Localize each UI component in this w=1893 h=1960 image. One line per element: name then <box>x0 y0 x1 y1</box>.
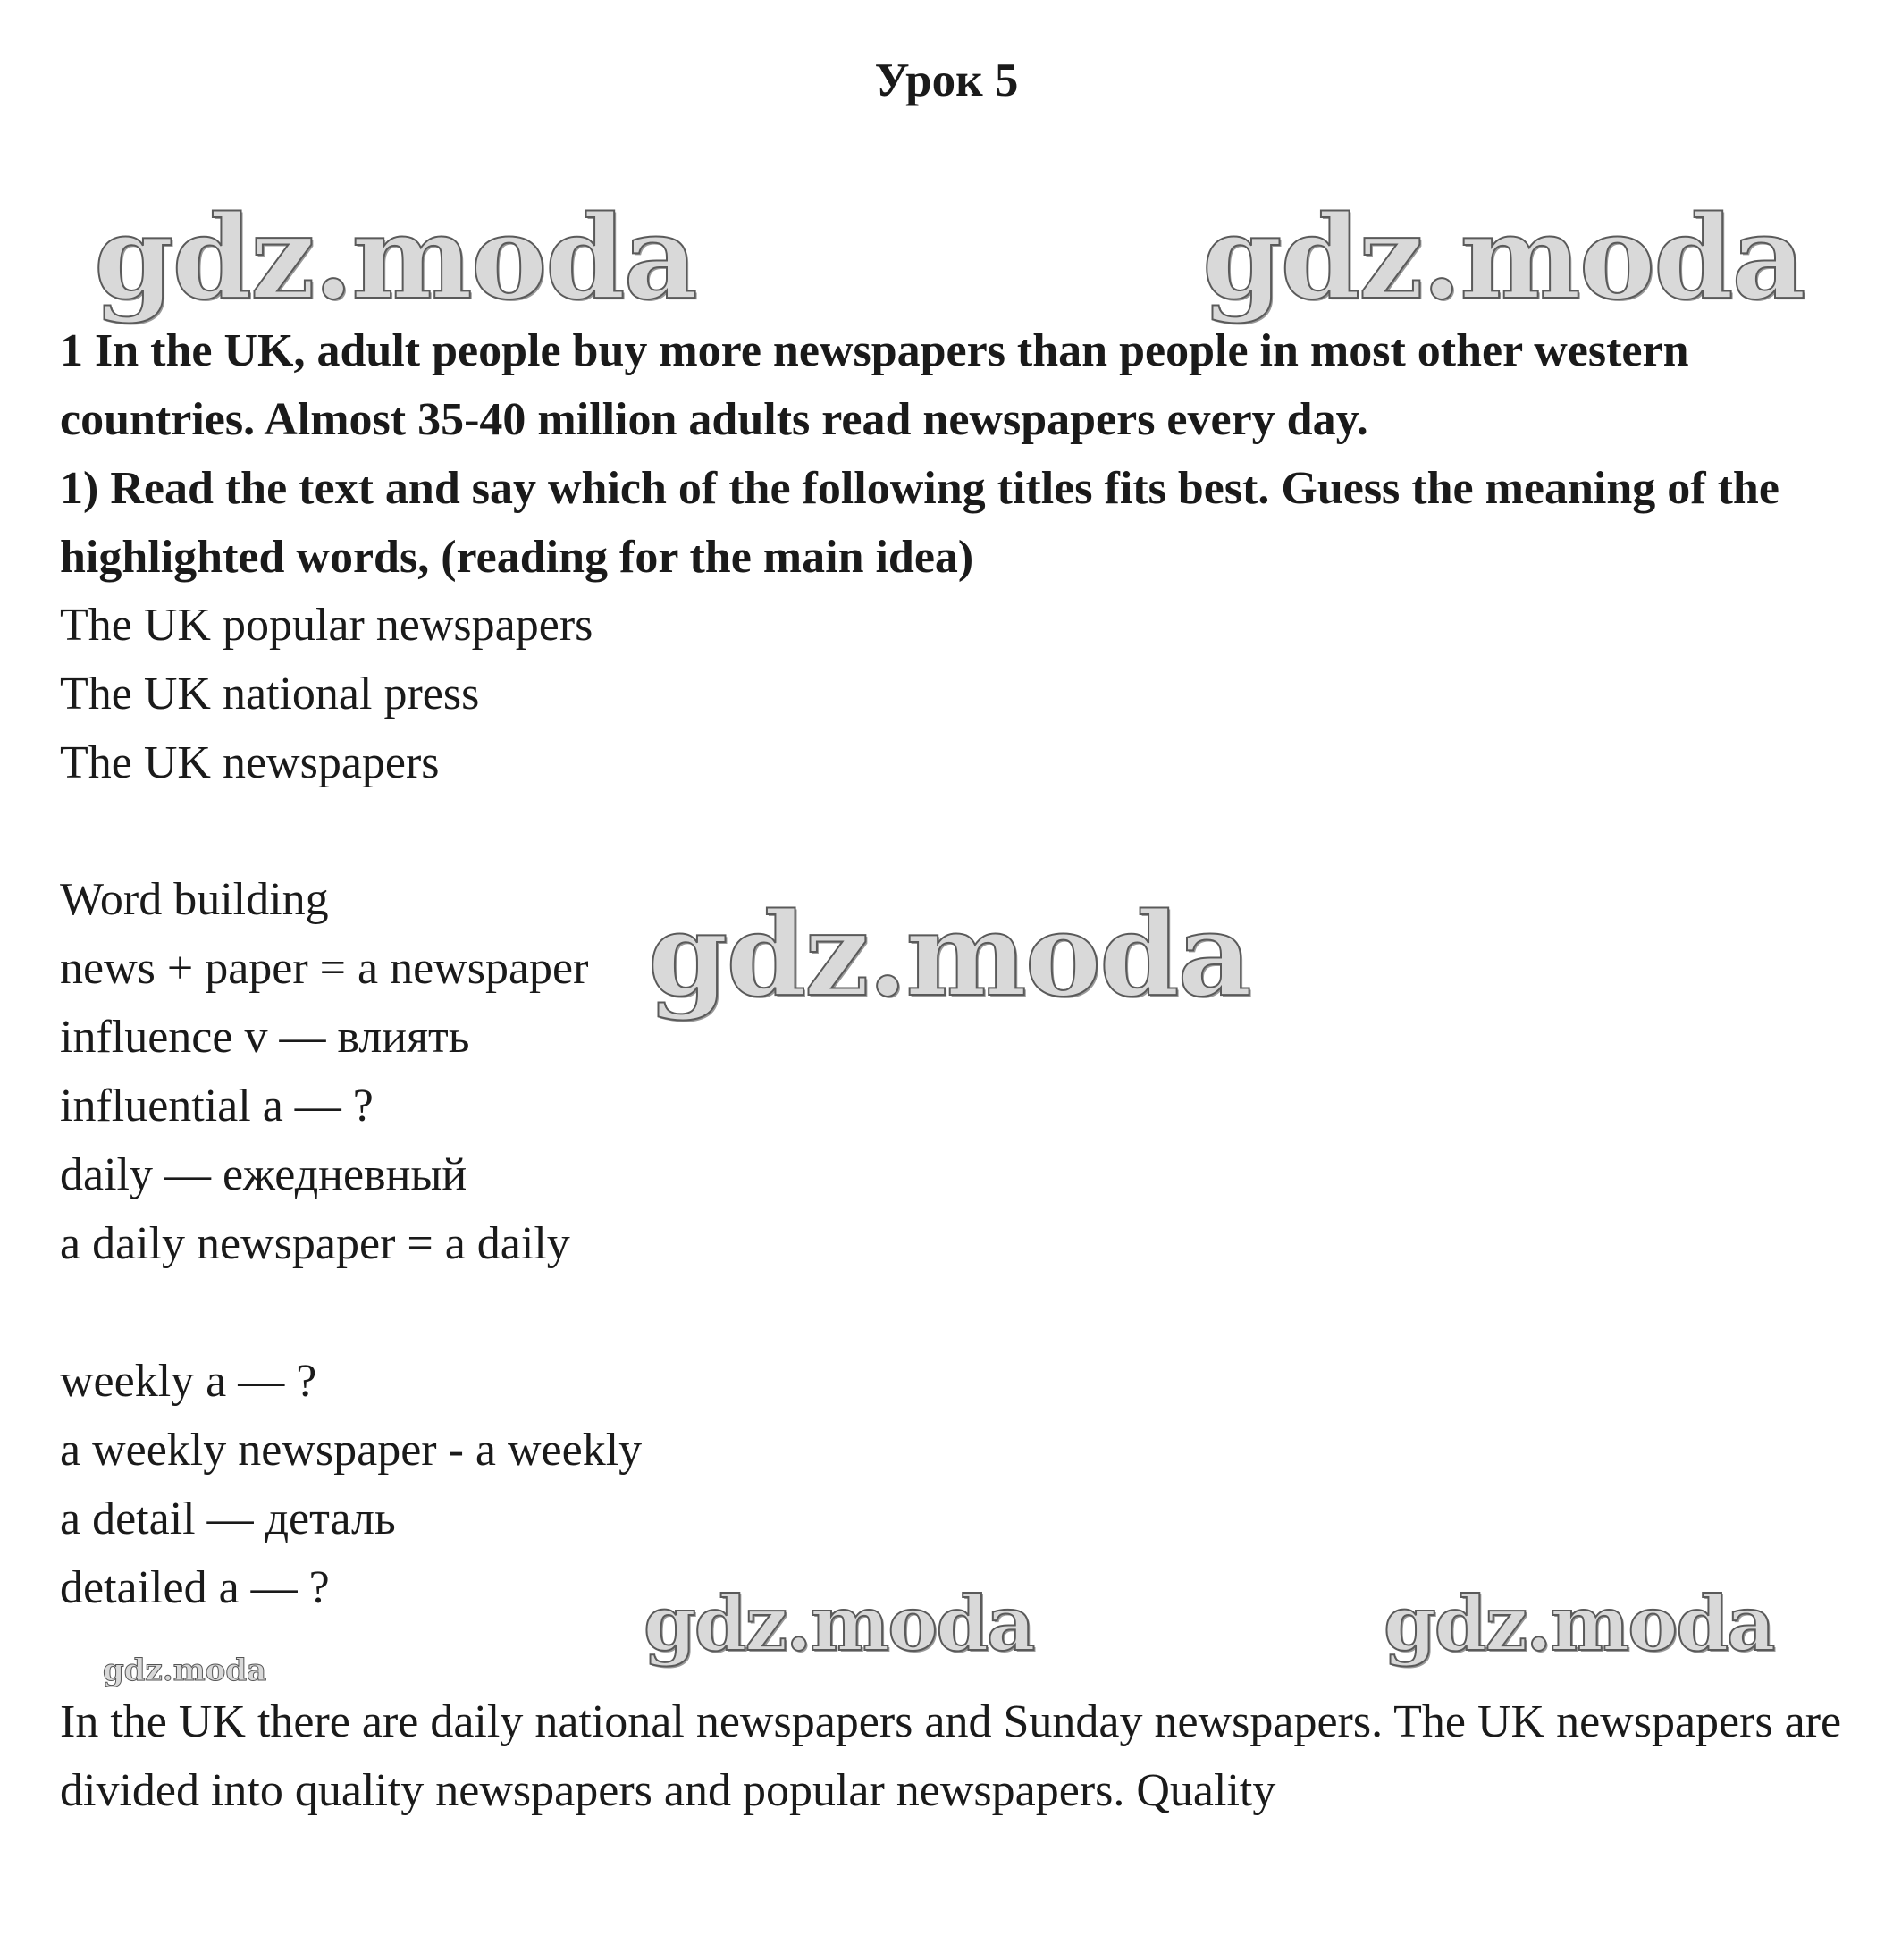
title-option: The UK national press <box>60 669 480 719</box>
task-intro: 1 In the UK, adult people buy more newspapers than people in most other western countries. Almost 35-40 million adults read newspapers every day. <box>60 325 1689 445</box>
page-title: Урок 5 <box>874 55 1019 106</box>
watermark-logo: gdz.moda <box>94 191 696 325</box>
word-building-line: a weekly newspaper - a weekly <box>60 1425 643 1476</box>
body-text: In the UK there are daily national newspapers and Sunday newspapers. The UK newspapers are divided into quality newspapers and popular newspapers. Quality <box>60 1696 1842 1816</box>
watermark-logo: gdz.moda <box>1384 1579 1774 1668</box>
watermark-logo: gdz.moda <box>648 888 1250 1022</box>
word-building-line: a daily newspaper = a daily <box>60 1218 570 1269</box>
word-building <box>60 865 1838 1622</box>
word-building-line: a detail — деталь <box>60 1493 396 1544</box>
word-building-line: daily — ежедневный <box>60 1149 467 1200</box>
word-building-line: influence v — влиять <box>60 1012 470 1063</box>
watermark-logo: gdz.moda <box>1202 191 1805 325</box>
body-paragraph <box>60 1687 1847 1825</box>
title-options <box>60 591 1838 797</box>
word-building-line: news + paper = a newspaper <box>60 943 589 994</box>
task-instruction: 1) Read the text and say which of the following titles fits best. Guess the meaning of the highlighted words, (reading for the main idea) <box>60 463 1779 583</box>
word-building-line: influential a — ? <box>60 1081 374 1131</box>
word-building-line: detailed a — ? <box>60 1562 330 1613</box>
word-building-line: weekly a — ? <box>60 1356 317 1407</box>
watermark-logo: gdz.moda <box>644 1579 1034 1668</box>
task-header <box>60 316 1838 592</box>
word-building-heading: Word building <box>60 874 329 925</box>
title-option: The UK newspapers <box>60 737 440 788</box>
watermark-logo: gdz.moda <box>103 1653 267 1688</box>
spacer <box>60 1278 1838 1347</box>
title-option: The UK popular newspapers <box>60 600 593 651</box>
